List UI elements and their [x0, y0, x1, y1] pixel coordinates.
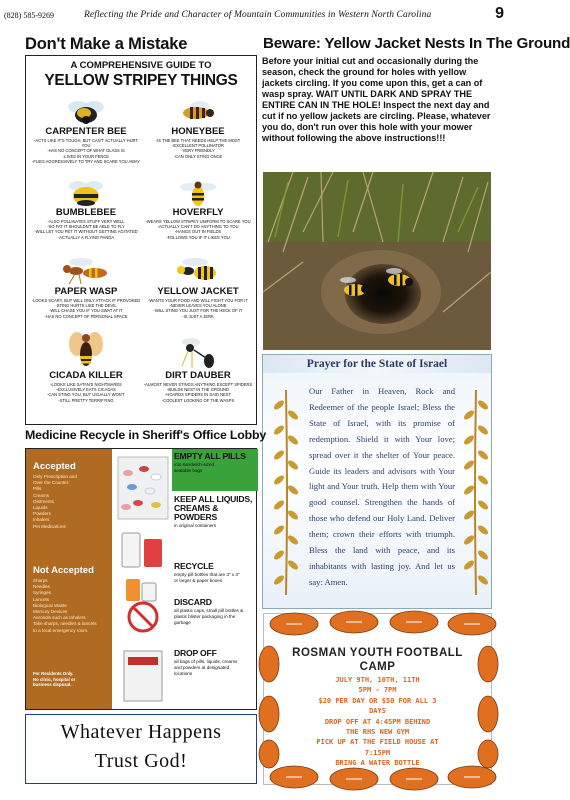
- bug-bumblebee: [31, 179, 141, 240]
- bug-desc: -WANTS YOUR FOOD AND WILL FIGHT YOU FOR IT -NEVER LEAVES YOU ALONE -WILL STING YOU JUST FOR THE HECK OF IT -IS JUST A JERK: [148, 298, 248, 319]
- med-item-desc: in original containers: [174, 523, 217, 528]
- bug-desc: -ACTS LIKE IT'S TOUGH, BUT CAN'T ACTUALLY HURT YOU -HAS NO CONCEPT OF WHAT GLASS IS -LIVES IN YOUR FENCE -FLIES AGGRESSIVELY TO TRY AND SCARE YOU AWAY: [32, 138, 140, 164]
- guide-title: YELLOW STRIPEY THINGS: [44, 72, 238, 89]
- medicine-sidebar: [26, 449, 112, 709]
- header-tagline: Reflecting the Pride and Character of Mountain Communities in Western North Carolina: [84, 10, 432, 20]
- bug-cicada-killer: [31, 330, 141, 403]
- bug-honeybee: [143, 98, 253, 159]
- med-item-title: RECYCLE: [174, 561, 214, 571]
- football-camp-ad: [263, 613, 492, 785]
- bug-name: HOVERFLY: [172, 207, 224, 218]
- bug-name: DIRT DAUBER: [165, 370, 231, 381]
- med-item-drop-off: [174, 649, 256, 677]
- bug-desc: -ALSO POLLINATES STUFF VERY WELL -SO FAT IT SHOULDN'T BE ABLE TO FLY -WILL LET YOU PET IT WITHOUT GETTING AGITATED -ACTUALLY A FLYING PANDA: [34, 219, 138, 240]
- cicada-killer-icon: [64, 330, 108, 370]
- prayer-box: [262, 354, 492, 609]
- med-item-title: DISCARD: [174, 597, 212, 607]
- med-item-keep-liquids: [174, 495, 256, 529]
- yellow-stripey-guide: [25, 55, 257, 425]
- not-accepted-title: Not Accepted: [33, 565, 94, 576]
- bug-dirt-dauber: [143, 330, 253, 403]
- bug-yellow-jacket: [143, 254, 253, 319]
- paper-wasp-icon: [61, 254, 111, 286]
- camp-details: JULY 9TH, 10TH, 11TH 5PM - 7PM $20 PER DAY OR $50 FOR ALL 3 DAYS DROP OFF AT 4:45PM BEHIND THE RHS NEW GYM PICK UP AT THE FIELD HOUSE AT 7:15PM BRING A WATER BOTTLE: [316, 676, 439, 768]
- bug-hoverfly: [143, 179, 253, 240]
- whatever-line2: Trust God!: [94, 750, 188, 772]
- bug-name: PAPER WASP: [54, 286, 118, 297]
- yellow-jacket-icon: [173, 254, 223, 286]
- bug-paper-wasp: [31, 254, 141, 319]
- not-accepted-list: Sharps Needles Syringes Lancets Biological Waste Mercury Devices Aerosols such as Inhalers Take sharps, needles & lancets to a local emergency room.: [33, 578, 97, 633]
- bug-name: BUMBLEBEE: [55, 207, 117, 218]
- bug-name: CARPENTER BEE: [45, 126, 127, 137]
- bug-desc: -ALMOST NEVER STINGS ANYTHING EXCEPT SPIDERS -BUILDS NEST IN THE GROUND -HOARDS SPIDERS IN SAID NEST -COOLEST LOOKING OF THE WASPS: [143, 382, 253, 403]
- whatever-line1: Whatever Happens: [60, 721, 222, 743]
- med-item-title: DROP OFF: [174, 648, 217, 658]
- bug-name: CICADA KILLER: [49, 370, 123, 381]
- bug-carpenter-bee: [31, 98, 141, 164]
- medicine-photos: [116, 455, 170, 705]
- dirt-dauber-icon: [176, 330, 220, 370]
- yellow-jacket-nest-photo: [263, 172, 491, 350]
- med-item-recycle: [174, 562, 256, 584]
- guide-subtitle: A COMPREHENSIVE GUIDE TO: [70, 60, 212, 71]
- med-item-desc: all plastic caps, small pill bottles & plastic blister packaging in the garbage: [174, 608, 244, 625]
- hoverfly-icon: [176, 179, 220, 207]
- carpenter-bee-icon: [64, 98, 108, 126]
- med-item-title: KEEP ALL LIQUIDS, CREAMS & POWDERS: [174, 494, 253, 522]
- medicine-recycle-flyer: [25, 448, 257, 710]
- page-header: [0, 0, 518, 30]
- accepted-title: Accepted: [33, 461, 76, 472]
- accepted-list: Only Prescription and Over the Counter: Pills Creams Ointments Liquids Powders Inhalers Pet Medications: [33, 474, 77, 529]
- page-number: 9: [495, 5, 504, 22]
- yellow-jacket-headline: Beware: Yellow Jacket Nests In The Ground: [263, 35, 570, 52]
- trust-god-box: [25, 714, 257, 784]
- camp-title-line2: CAMP: [359, 661, 396, 673]
- mistake-headline: Don't Make a Mistake: [25, 35, 188, 53]
- laurel-right-icon: [459, 385, 493, 600]
- med-item-empty-pills: [174, 452, 256, 474]
- medicine-headline: Medicine Recycle in Sheriff's Office Lobby: [25, 428, 267, 442]
- laurel-left-icon: [269, 385, 303, 600]
- prayer-title: Prayer for the State of Israel: [263, 355, 491, 373]
- med-item-title: EMPTY ALL PILLS: [174, 451, 246, 461]
- header-phone: (828) 585-9269: [4, 11, 54, 20]
- camp-title-line1: ROSMAN YOUTH FOOTBALL: [292, 647, 463, 659]
- bug-desc: -LOOKS LIKE SATAN'S NIGHTMARES -EXCLUSIVELY EATS CICADAS -CAN STING YOU, BUT USUALLY WON'T -STILL PRETTY TERRIFYING: [47, 382, 125, 403]
- bug-name: YELLOW JACKET: [157, 286, 239, 297]
- bug-desc: -WEARS YELLOW STRIPEY UNIFORM TO SCARE YOU -ACTUALLY CAN'T DO ANYTHING TO YOU -HANGS OUT IN FIELDS -FOLLOWS YOU IF IT LIKES YOU: [145, 219, 251, 240]
- med-item-desc: empty pill bottles that are 3" x 3" or larger & paper boxes: [174, 572, 240, 583]
- bug-desc: -IS THE BEE THAT NEEDS HELP THE MOST -EXCELLENT POLLINATOR -VERY FRIENDLY -CAN ONLY STING ONCE: [155, 138, 241, 159]
- bug-name: HONEYBEE: [171, 126, 225, 137]
- med-item-desc: into sandwich-sized sealable bags: [174, 462, 215, 473]
- prayer-body: Our Father in Heaven, Rock and Redeemer of the people Israel; Bless the State of Israel, with its promise of redemption. Shield it with Your love; spread over it the shelter of Your peace. Guide its leaders and advisors with Your light and Your truth. Help them with Your good counsel. Strengthen the hands of those who defend our Holy Land. Deliver them; crown their efforts with triumph. Bless the land with peace, and its inhabitants with lasting joy. And let us say: Amen.: [309, 386, 455, 587]
- med-item-desc: all bags of pills, liquids, creams and powders at designated locations: [174, 659, 238, 676]
- med-item-discard: [174, 598, 256, 626]
- bug-desc: -LOOKS SCARY, BUT WILL ONLY ATTACK IF PROVOKED -STING HURTS LIKE THE DEVIL -WILL CHASE YOU IF YOU SWAT AT IT -HAS NO CONCEPT OF PERSONAL SPACE: [31, 298, 141, 319]
- yellow-jacket-body: Before your initial cut and occasionally during the season, check the ground for holes with yellow jackets circling. If you come upon this, get a can of wasp spray. WAIT UNTIL DARK AND SPRAY THE ENTIRE CAN IN THE HOLE! Inspect the next day and cut if no yellow jackets are circling. Please, whatever you do, don't run over this hole with your mower without following the above instructions!!!: [262, 56, 491, 143]
- residents-note: For Residents Only. No clinic, hospital or business disposal.: [33, 671, 76, 688]
- honeybee-icon: [176, 98, 220, 126]
- bumblebee-icon: [64, 179, 108, 207]
